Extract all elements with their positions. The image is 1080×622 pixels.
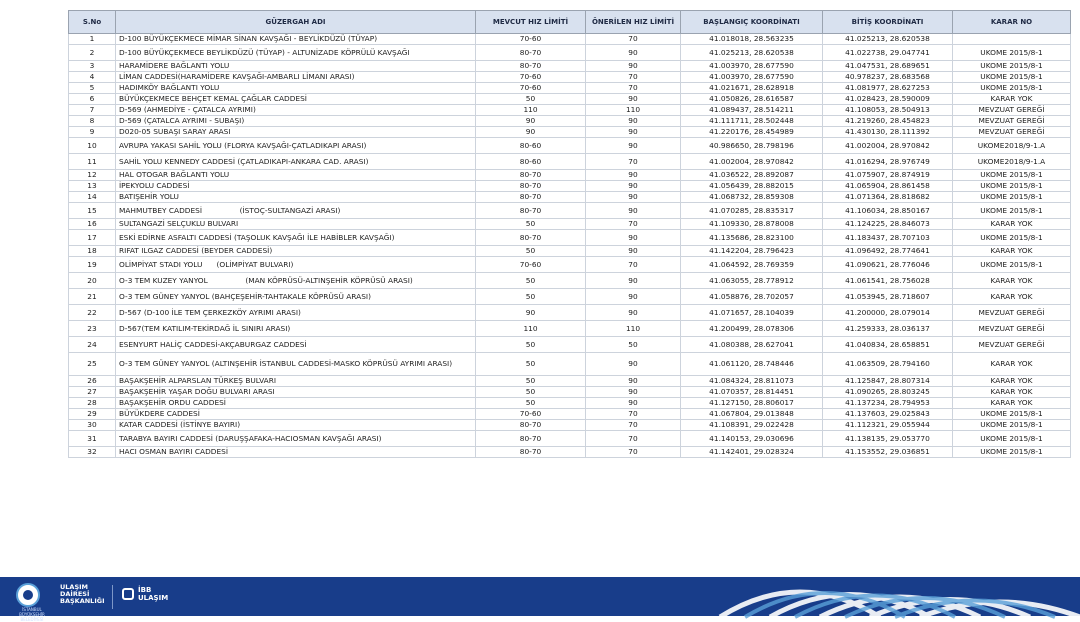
cell-route-name: D-100 BÜYÜKÇEKMECE BEYLİKDÜZÜ (TÜYAP) - ALTUNİZADE KÖPRÜLÜ KAVŞAĞI <box>116 45 476 61</box>
cell-decision: MEVZUAT GEREĞİ <box>953 105 1071 116</box>
cell-current-limit: 80-60 <box>476 154 586 170</box>
footer-bar <box>0 577 1080 622</box>
cell-decision: UKOME 2015/8-1 <box>953 72 1071 83</box>
cell-current-limit: 70-60 <box>476 83 586 94</box>
table-row <box>69 321 1071 337</box>
cell-end-coord: 41.430130, 28.111392 <box>823 127 953 138</box>
cell-start-coord: 41.061120, 28.748446 <box>681 353 823 376</box>
cell-sno: 26 <box>69 376 116 387</box>
cell-decision: UKOME 2015/8-1 <box>953 192 1071 203</box>
cell-start-coord: 41.084324, 28.811073 <box>681 376 823 387</box>
table-header-row <box>69 11 1071 34</box>
cell-sno: 18 <box>69 246 116 257</box>
cell-sno: 8 <box>69 116 116 127</box>
cell-sno: 14 <box>69 192 116 203</box>
table-row <box>69 420 1071 431</box>
cell-start-coord: 41.056439, 28.882015 <box>681 181 823 192</box>
cell-start-coord: 41.063055, 28.778912 <box>681 273 823 289</box>
table-row <box>69 387 1071 398</box>
table-row <box>69 138 1071 154</box>
cell-proposed-limit: 90 <box>586 94 681 105</box>
cell-end-coord: 41.112321, 29.055944 <box>823 420 953 431</box>
cell-proposed-limit: 90 <box>586 387 681 398</box>
cell-current-limit: 70-60 <box>476 34 586 45</box>
cell-proposed-limit: 90 <box>586 376 681 387</box>
table-row <box>69 447 1071 458</box>
cell-end-coord: 41.025213, 28.620538 <box>823 34 953 45</box>
cell-route-name: D-569 (AHMEDİYE - ÇATALCA AYRIMI) <box>116 105 476 116</box>
cell-route-name: HARAMİDERE BAĞLANTI YOLU <box>116 61 476 72</box>
cell-decision: UKOME 2015/8-1 <box>953 409 1071 420</box>
cell-sno: 23 <box>69 321 116 337</box>
cell-proposed-limit: 90 <box>586 181 681 192</box>
cell-start-coord: 41.200499, 28.078306 <box>681 321 823 337</box>
cell-start-coord: 41.135686, 28.823100 <box>681 230 823 246</box>
cell-decision: KARAR YOK <box>953 246 1071 257</box>
table-row <box>69 305 1071 321</box>
cell-end-coord: 41.022738, 29.047741 <box>823 45 953 61</box>
cell-current-limit: 80-70 <box>476 170 586 181</box>
cell-end-coord: 41.200000, 28.079014 <box>823 305 953 321</box>
org-name: ULAŞIM DAİRESİ BAŞKANLIĞI <box>60 583 105 605</box>
col-header-decision: KARAR NO <box>953 11 1071 34</box>
cell-current-limit: 80-70 <box>476 181 586 192</box>
cell-route-name: BAŞAKŞEHİR ALPARSLAN TÜRKEŞ BULVARI <box>116 376 476 387</box>
cell-start-coord: 40.986650, 28.798196 <box>681 138 823 154</box>
cell-end-coord: 41.138135, 29.053770 <box>823 431 953 447</box>
cell-proposed-limit: 90 <box>586 127 681 138</box>
cell-decision: UKOME 2015/8-1 <box>953 203 1071 219</box>
cell-decision <box>953 34 1071 45</box>
cell-current-limit: 50 <box>476 246 586 257</box>
cell-start-coord: 41.127150, 28.806017 <box>681 398 823 409</box>
table-row <box>69 409 1071 420</box>
cell-decision: KARAR YOK <box>953 398 1071 409</box>
cell-sno: 32 <box>69 447 116 458</box>
cell-sno: 27 <box>69 387 116 398</box>
cell-end-coord: 41.053945, 28.718607 <box>823 289 953 305</box>
cell-decision: KARAR YOK <box>953 387 1071 398</box>
cell-current-limit: 90 <box>476 305 586 321</box>
cell-route-name: O-3 TEM GÜNEY YANYOL (ALTINŞEHİR İSTANBUL CADDESİ-MASKO KÖPRÜSÜ AYRIMI ARASI) <box>116 353 476 376</box>
cell-sno: 9 <box>69 127 116 138</box>
cell-proposed-limit: 70 <box>586 447 681 458</box>
cell-proposed-limit: 110 <box>586 321 681 337</box>
cell-start-coord: 41.142401, 29.028324 <box>681 447 823 458</box>
decorative-waves-icon <box>540 577 1080 616</box>
cell-end-coord: 41.153552, 29.036851 <box>823 447 953 458</box>
cell-start-coord: 41.003970, 28.677590 <box>681 61 823 72</box>
cell-proposed-limit: 110 <box>586 105 681 116</box>
cell-end-coord: 41.061541, 28.756028 <box>823 273 953 289</box>
table-row <box>69 203 1071 219</box>
cell-start-coord: 41.140153, 29.030696 <box>681 431 823 447</box>
cell-route-name: D020-05 SUBAŞI SARAY ARASI <box>116 127 476 138</box>
cell-current-limit: 80-70 <box>476 431 586 447</box>
cell-route-name: BÜYÜKDERE CADDESİ <box>116 409 476 420</box>
cell-proposed-limit: 90 <box>586 246 681 257</box>
cell-sno: 2 <box>69 45 116 61</box>
cell-sno: 15 <box>69 203 116 219</box>
cell-proposed-limit: 70 <box>586 154 681 170</box>
table-row <box>69 273 1071 289</box>
table-row <box>69 431 1071 447</box>
cell-sno: 17 <box>69 230 116 246</box>
cell-route-name: AVRUPA YAKASI SAHİL YOLU (FLORYA KAVŞAĞI-ÇATLADIKAPI ARASI) <box>116 138 476 154</box>
cell-current-limit: 70-60 <box>476 72 586 83</box>
cell-start-coord: 41.111711, 28.502448 <box>681 116 823 127</box>
cell-decision: UKOME 2015/8-1 <box>953 45 1071 61</box>
cell-decision: KARAR YOK <box>953 376 1071 387</box>
cell-start-coord: 41.070357, 28.814451 <box>681 387 823 398</box>
cell-sno: 1 <box>69 34 116 45</box>
cell-proposed-limit: 70 <box>586 409 681 420</box>
col-header-current-limit: MEVCUT HIZ LİMİTİ <box>476 11 586 34</box>
cell-current-limit: 50 <box>476 398 586 409</box>
cell-current-limit: 70-60 <box>476 257 586 273</box>
cell-current-limit: 50 <box>476 376 586 387</box>
cell-route-name: HAL OTOGAR BAĞLANTI YOLU <box>116 170 476 181</box>
speed-limit-table <box>68 10 1071 458</box>
cell-start-coord: 41.050826, 28.616587 <box>681 94 823 105</box>
cell-decision: UKOME 2015/8-1 <box>953 61 1071 72</box>
cell-start-coord: 41.108391, 29.022428 <box>681 420 823 431</box>
table-row <box>69 353 1071 376</box>
cell-end-coord: 41.137234, 28.794953 <box>823 398 953 409</box>
cell-sno: 4 <box>69 72 116 83</box>
cell-start-coord: 41.220176, 28.454989 <box>681 127 823 138</box>
cell-sno: 16 <box>69 219 116 230</box>
cell-proposed-limit: 90 <box>586 353 681 376</box>
cell-route-name: ESENYURT HALİÇ CADDESİ-AKÇABURGAZ CADDESİ <box>116 337 476 353</box>
cell-sno: 11 <box>69 154 116 170</box>
cell-route-name: TARABYA BAYIRI CADDESİ (DARUŞŞAFAKA-HACIOSMAN KAVŞAĞI ARASI) <box>116 431 476 447</box>
cell-sno: 5 <box>69 83 116 94</box>
table-row <box>69 105 1071 116</box>
cell-decision: UKOME 2015/8-1 <box>953 257 1071 273</box>
cell-route-name: BAŞAKŞEHİR YAŞAR DOĞU BULVARI ARASI <box>116 387 476 398</box>
ibb-emblem-icon <box>16 583 40 607</box>
cell-sno: 6 <box>69 94 116 105</box>
cell-end-coord: 41.090621, 28.776046 <box>823 257 953 273</box>
cell-current-limit: 50 <box>476 219 586 230</box>
cell-current-limit: 80-70 <box>476 192 586 203</box>
table-row <box>69 398 1071 409</box>
cell-proposed-limit: 70 <box>586 83 681 94</box>
cell-route-name: D-100 BÜYÜKÇEKMECE MİMAR SİNAN KAVŞAĞI - BEYLİKDÜZÜ (TÜYAP) <box>116 34 476 45</box>
cell-sno: 28 <box>69 398 116 409</box>
cell-end-coord: 41.108053, 28.504913 <box>823 105 953 116</box>
cell-decision: MEVZUAT GEREĞİ <box>953 305 1071 321</box>
cell-proposed-limit: 70 <box>586 34 681 45</box>
cell-current-limit: 80-70 <box>476 203 586 219</box>
col-header-sno: S.No <box>69 11 116 34</box>
cell-proposed-limit: 90 <box>586 170 681 181</box>
cell-route-name: BAŞAKŞEHİR ORDU CADDESİ <box>116 398 476 409</box>
cell-end-coord: 41.219260, 28.454823 <box>823 116 953 127</box>
table-row <box>69 246 1071 257</box>
cell-start-coord: 41.003970, 28.677590 <box>681 72 823 83</box>
cell-sno: 7 <box>69 105 116 116</box>
cell-sno: 12 <box>69 170 116 181</box>
cell-sno: 21 <box>69 289 116 305</box>
cell-route-name: HACI OSMAN BAYIRI CADDESİ <box>116 447 476 458</box>
cell-end-coord: 41.071364, 28.818682 <box>823 192 953 203</box>
table-row <box>69 127 1071 138</box>
brand-text: İBB ULAŞIM <box>138 586 169 602</box>
cell-current-limit: 110 <box>476 105 586 116</box>
col-header-proposed-limit: ÖNERİLEN HIZ LİMİTİ <box>586 11 681 34</box>
cell-start-coord: 41.064592, 28.769359 <box>681 257 823 273</box>
cell-end-coord: 41.096492, 28.774641 <box>823 246 953 257</box>
cell-route-name: D-567 (D-100 İLE TEM ÇERKEZKÖY AYRIMI ARASI) <box>116 305 476 321</box>
cell-sno: 3 <box>69 61 116 72</box>
table-row <box>69 181 1071 192</box>
cell-proposed-limit: 70 <box>586 420 681 431</box>
cell-proposed-limit: 90 <box>586 61 681 72</box>
cell-current-limit: 80-70 <box>476 230 586 246</box>
cell-route-name: O-3 TEM KUZEY YANYOL (MAN KÖPRÜSÜ-ALTINŞEHİR KÖPRÜSÜ ARASI) <box>116 273 476 289</box>
cell-start-coord: 41.036522, 28.892087 <box>681 170 823 181</box>
cell-end-coord: 41.002004, 28.970842 <box>823 138 953 154</box>
cell-proposed-limit: 90 <box>586 138 681 154</box>
cell-decision: KARAR YOK <box>953 289 1071 305</box>
cell-start-coord: 41.018018, 28.563235 <box>681 34 823 45</box>
cell-decision: KARAR YOK <box>953 353 1071 376</box>
cell-sno: 22 <box>69 305 116 321</box>
cell-end-coord: 41.028423, 28.590009 <box>823 94 953 105</box>
cell-current-limit: 90 <box>476 116 586 127</box>
cell-current-limit: 80-60 <box>476 138 586 154</box>
cell-start-coord: 41.002004, 28.970842 <box>681 154 823 170</box>
footer-divider <box>112 585 113 609</box>
cell-end-coord: 41.065904, 28.861458 <box>823 181 953 192</box>
cell-decision: KARAR YOK <box>953 94 1071 105</box>
table-row <box>69 116 1071 127</box>
cell-decision: UKOME 2015/8-1 <box>953 170 1071 181</box>
cell-route-name: BÜYÜKÇEKMECE BEHÇET KEMAL ÇAĞLAR CADDESİ <box>116 94 476 105</box>
cell-sno: 29 <box>69 409 116 420</box>
cell-route-name: SULTANGAZİ SELÇUKLU BULVARI <box>116 219 476 230</box>
cell-route-name: SAHİL YOLU KENNEDY CADDESİ (ÇATLADIKAPI-ANKARA CAD. ARASI) <box>116 154 476 170</box>
cell-proposed-limit: 70 <box>586 257 681 273</box>
cell-decision: UKOME 2015/8-1 <box>953 83 1071 94</box>
cell-route-name: LİMAN CADDESİ(HARAMİDERE KAVŞAĞI-AMBARLI LİMANI ARASI) <box>116 72 476 83</box>
cell-current-limit: 80-70 <box>476 61 586 72</box>
col-header-start-coord: BAŞLANGIÇ KOORDİNATI <box>681 11 823 34</box>
cell-end-coord: 41.090265, 28.803245 <box>823 387 953 398</box>
cell-decision: MEVZUAT GEREĞİ <box>953 337 1071 353</box>
logo-caption: İSTANBUL BÜYÜKŞEHİR BELEDİYESİ <box>19 607 45 622</box>
cell-proposed-limit: 90 <box>586 230 681 246</box>
table-row <box>69 72 1071 83</box>
cell-proposed-limit: 70 <box>586 72 681 83</box>
table-row <box>69 337 1071 353</box>
cell-decision: UKOME 2015/8-1 <box>953 420 1071 431</box>
cell-current-limit: 50 <box>476 289 586 305</box>
cell-end-coord: 41.075907, 28.874919 <box>823 170 953 181</box>
cell-proposed-limit: 50 <box>586 337 681 353</box>
cell-decision: MEVZUAT GEREĞİ <box>953 321 1071 337</box>
cell-current-limit: 50 <box>476 273 586 289</box>
cell-end-coord: 41.183437, 28.707103 <box>823 230 953 246</box>
cell-end-coord: 40.978237, 28.683568 <box>823 72 953 83</box>
cell-proposed-limit: 90 <box>586 116 681 127</box>
table-body <box>69 34 1071 458</box>
cell-decision: UKOME2018/9-1.A <box>953 154 1071 170</box>
cell-start-coord: 41.070285, 28.835317 <box>681 203 823 219</box>
cell-route-name: BATIŞEHİR YOLU <box>116 192 476 203</box>
col-header-end-coord: BİTİŞ KOORDİNATI <box>823 11 953 34</box>
cell-route-name: KATAR CADDESİ (İSTİNYE BAYIRI) <box>116 420 476 431</box>
cell-current-limit: 80-70 <box>476 420 586 431</box>
cell-proposed-limit: 90 <box>586 45 681 61</box>
table-row <box>69 192 1071 203</box>
cell-end-coord: 41.125847, 28.807314 <box>823 376 953 387</box>
cell-sno: 30 <box>69 420 116 431</box>
cell-decision: UKOME 2015/8-1 <box>953 447 1071 458</box>
cell-sno: 19 <box>69 257 116 273</box>
cell-current-limit: 90 <box>476 127 586 138</box>
cell-current-limit: 80-70 <box>476 447 586 458</box>
cell-start-coord: 41.071657, 28.104039 <box>681 305 823 321</box>
cell-start-coord: 41.025213, 28.620538 <box>681 45 823 61</box>
cell-proposed-limit: 90 <box>586 192 681 203</box>
cell-start-coord: 41.142204, 28.796423 <box>681 246 823 257</box>
cell-start-coord: 41.068732, 28.859308 <box>681 192 823 203</box>
cell-current-limit: 70-60 <box>476 409 586 420</box>
cell-decision: KARAR YOK <box>953 219 1071 230</box>
cell-start-coord: 41.058876, 28.702057 <box>681 289 823 305</box>
cell-route-name: D-567(TEM KATILIM-TEKİRDAĞ İL SINIRI ARASI) <box>116 321 476 337</box>
cell-current-limit: 50 <box>476 337 586 353</box>
cell-current-limit: 110 <box>476 321 586 337</box>
table-row <box>69 376 1071 387</box>
cell-start-coord: 41.067804, 29.013848 <box>681 409 823 420</box>
cell-sno: 10 <box>69 138 116 154</box>
cell-start-coord: 41.109330, 28.878008 <box>681 219 823 230</box>
cell-route-name: O-3 TEM GÜNEY YANYOL (BAHÇEŞEHİR-TAHTAKALE KÖPRÜSÜ ARASI) <box>116 289 476 305</box>
cell-route-name: ESKİ EDİRNE ASFALTI CADDESİ (TAŞOLUK KAVŞAĞI İLE HABİBLER KAVŞAĞI) <box>116 230 476 246</box>
table-row <box>69 230 1071 246</box>
table-row <box>69 83 1071 94</box>
cell-proposed-limit: 90 <box>586 398 681 409</box>
cell-decision: KARAR YOK <box>953 273 1071 289</box>
cell-route-name: MAHMUTBEY CADDESİ (İSTOÇ-SULTANGAZİ ARASI) <box>116 203 476 219</box>
cell-route-name: OLİMPİYAT STADI YOLU (OLİMPİYAT BULVARI) <box>116 257 476 273</box>
ibb-ulasim-logo-icon <box>122 588 134 600</box>
cell-sno: 31 <box>69 431 116 447</box>
cell-end-coord: 41.063509, 28.794160 <box>823 353 953 376</box>
cell-end-coord: 41.047531, 28.689651 <box>823 61 953 72</box>
table-row <box>69 257 1071 273</box>
cell-decision: MEVZUAT GEREĞİ <box>953 127 1071 138</box>
table-row <box>69 94 1071 105</box>
cell-end-coord: 41.106034, 28.850167 <box>823 203 953 219</box>
cell-proposed-limit: 90 <box>586 289 681 305</box>
cell-route-name: İPEKYOLU CADDESİ <box>116 181 476 192</box>
cell-end-coord: 41.137603, 29.025843 <box>823 409 953 420</box>
cell-sno: 20 <box>69 273 116 289</box>
cell-start-coord: 41.021671, 28.628918 <box>681 83 823 94</box>
cell-route-name: HADIMKÖY BAĞLANTI YOLU <box>116 83 476 94</box>
table-row <box>69 170 1071 181</box>
cell-current-limit: 50 <box>476 353 586 376</box>
cell-proposed-limit: 90 <box>586 203 681 219</box>
cell-decision: MEVZUAT GEREĞİ <box>953 116 1071 127</box>
table-row <box>69 154 1071 170</box>
cell-end-coord: 41.259333, 28.036137 <box>823 321 953 337</box>
table-row <box>69 34 1071 45</box>
cell-decision: UKOME2018/9-1.A <box>953 138 1071 154</box>
cell-proposed-limit: 90 <box>586 305 681 321</box>
cell-start-coord: 41.080388, 28.627041 <box>681 337 823 353</box>
cell-sno: 25 <box>69 353 116 376</box>
cell-end-coord: 41.081977, 28.627253 <box>823 83 953 94</box>
col-header-route: GÜZERGAH ADI <box>116 11 476 34</box>
cell-proposed-limit: 70 <box>586 219 681 230</box>
cell-sno: 24 <box>69 337 116 353</box>
cell-decision: UKOME 2015/8-1 <box>953 431 1071 447</box>
cell-current-limit: 50 <box>476 387 586 398</box>
table-row <box>69 219 1071 230</box>
cell-current-limit: 80-70 <box>476 45 586 61</box>
cell-start-coord: 41.089437, 28.514211 <box>681 105 823 116</box>
cell-current-limit: 50 <box>476 94 586 105</box>
cell-route-name: RIFAT ILGAZ CADDESİ (BEYDER CADDESİ) <box>116 246 476 257</box>
cell-sno: 13 <box>69 181 116 192</box>
cell-end-coord: 41.016294, 28.976749 <box>823 154 953 170</box>
cell-end-coord: 41.124225, 28.846073 <box>823 219 953 230</box>
cell-proposed-limit: 90 <box>586 273 681 289</box>
table-row <box>69 61 1071 72</box>
cell-proposed-limit: 70 <box>586 431 681 447</box>
cell-decision: UKOME 2015/8-1 <box>953 181 1071 192</box>
cell-decision: UKOME 2015/8-1 <box>953 230 1071 246</box>
table-row <box>69 45 1071 61</box>
cell-route-name: D-569 (ÇATALCA AYRIMI - SUBAŞI) <box>116 116 476 127</box>
table-row <box>69 289 1071 305</box>
cell-end-coord: 41.040834, 28.658851 <box>823 337 953 353</box>
